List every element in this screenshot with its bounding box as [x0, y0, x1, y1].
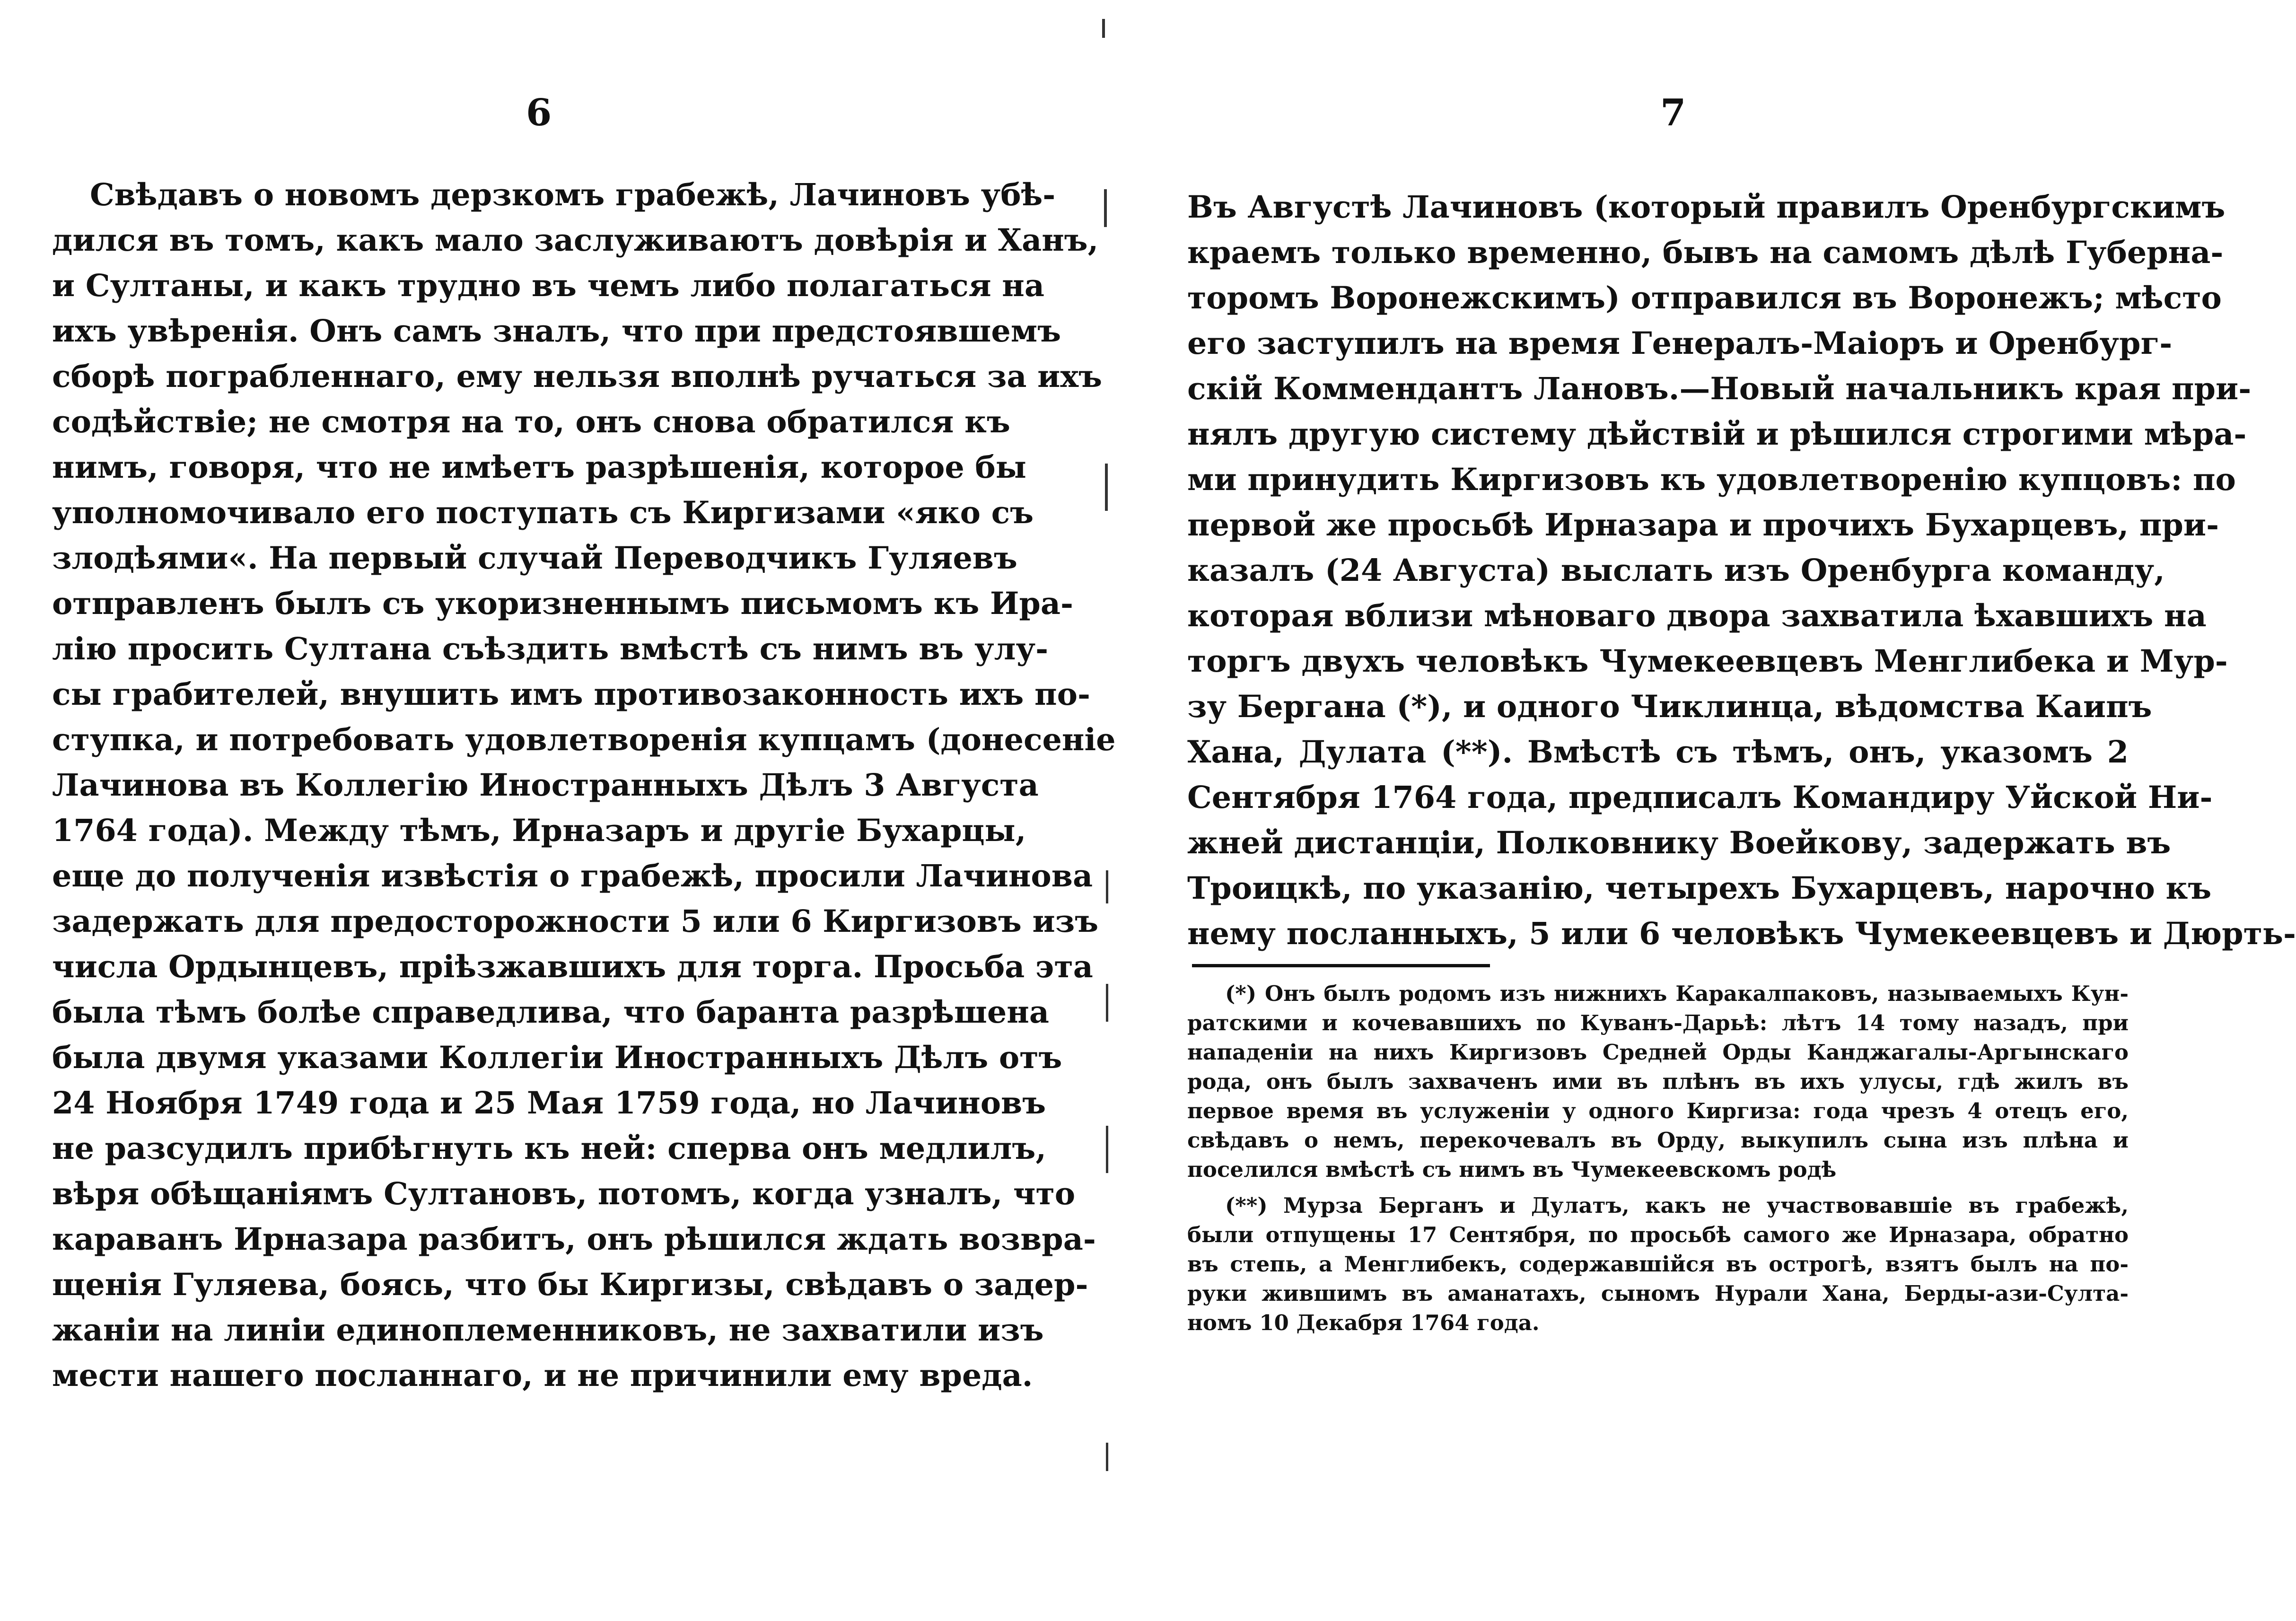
footnote-line: нападеніи на нихъ Киргизовъ Средней Орды Канджагалы-Аргынскаго	[1187, 1040, 2129, 1065]
right-page	[1126, 0, 2296, 1621]
text-line: отправленъ былъ съ укоризненнымъ письмомъ къ Ира-	[52, 586, 1073, 622]
text-line: Троицкѣ, по указанію, четырехъ Бухарцевъ, нарочно къ	[1187, 870, 2212, 906]
footnote-line: (*) Онъ былъ родомъ изъ нижнихъ Каракалпаковъ, называемыхъ Кун-	[1225, 981, 2129, 1006]
body-text	[52, 172, 1116, 1398]
text-line: жаніи на линіи единоплеменниковъ, не захватили изъ	[52, 1312, 1044, 1348]
text-line: лію просить Султана съѣздить вмѣстѣ съ нимъ въ улу-	[52, 631, 1049, 667]
text-line: щенія Гуляева, боясь, что бы Киргизы, свѣдавъ о задер-	[52, 1267, 1088, 1303]
text-line: Хана, Дулата (**). Вмѣстѣ съ тѣмъ, онъ, указомъ 2	[1187, 734, 2129, 770]
text-line: дился въ томъ, какъ мало заслуживаютъ довѣрія и Ханъ,	[52, 222, 1099, 258]
gutter-speck	[1106, 870, 1108, 903]
footnote-line: рода, онъ былъ захваченъ ими въ плѣнъ въ ихъ улусы, гдѣ жилъ въ	[1187, 1069, 2129, 1094]
text-line: ми принудить Киргизовъ къ удовлетворенію купцовъ: по	[1187, 462, 2236, 498]
text-line: торомъ Воронежскимъ) отправился въ Воронежъ; мѣсто	[1187, 280, 2222, 316]
gutter-speck	[1104, 189, 1107, 227]
footnote-divider	[1192, 964, 1490, 967]
gutter-speck	[1102, 19, 1105, 38]
footnote-line: поселился вмѣстѣ съ нимъ въ Чумекеевскомъ родѣ	[1187, 1157, 1837, 1182]
text-line: скій Коммендантъ Лановъ.—Новый начальникъ края при-	[1187, 371, 2252, 407]
footnote-line: ратскими и кочевавшихъ по Куванъ-Дарьѣ: лѣтъ 14 тому назадъ, при	[1187, 1010, 2129, 1035]
text-line: была тѣмъ болѣе справедлива, что баранта разрѣшена	[52, 994, 1049, 1030]
footnote-line: номъ 10 Декабря 1764 года.	[1187, 1310, 1540, 1335]
text-line: которая вблизи мѣноваго двора захватила ѣхавшихъ на	[1187, 598, 2207, 634]
text-line: нему посланныхъ, 5 или 6 человѣкъ Чумекеевцевъ и Дюрть-	[1187, 916, 2296, 952]
text-line: нимъ, говоря, что не имѣетъ разрѣшенія, которое бы	[52, 449, 1026, 485]
body-text	[1187, 184, 2296, 956]
text-line: Сентября 1764 года, предписалъ Командиру Уйской Ни-	[1187, 780, 2213, 815]
text-line: караванъ Ирназара разбитъ, онъ рѣшился ждать возвра-	[52, 1221, 1096, 1257]
text-line: Въ Августѣ Лачиновъ (который правилъ Оренбургскимъ	[1187, 189, 2226, 225]
text-line: еще до полученія извѣстія о грабежѣ, просили Лачинова	[52, 858, 1093, 894]
footnotes	[1187, 979, 2129, 1338]
text-line: числа Ордынцевъ, пріѣзжавшихъ для торга. Просьба эта	[52, 949, 1093, 985]
footnote-line: были отпущены 17 Сентября, по просьбѣ самого же Ирназара, обратно	[1187, 1222, 2129, 1247]
text-line: мести нашего посланнаго, и не причинили ему вреда.	[52, 1358, 1033, 1393]
footnote-line: руки жившимъ въ аманатахъ, сыномъ Нурали Хана, Берды-ази-Султа-	[1187, 1281, 2129, 1306]
gutter-speck	[1106, 1126, 1108, 1173]
text-line: сы грабителей, внушить имъ противозаконность ихъ по-	[52, 676, 1090, 712]
text-line: задержать для предосторожности 5 или 6 Киргизовъ изъ	[52, 903, 1099, 939]
gutter-speck	[1106, 984, 1108, 1022]
footnote-line: (**) Мурза Берганъ и Дулатъ, какъ не участвовавшіе въ грабежѣ,	[1225, 1193, 2129, 1218]
text-line: Лачинова въ Коллегію Иностранныхъ Дѣлъ 3 Августа	[52, 767, 1039, 803]
gutter-speck	[1105, 464, 1108, 511]
text-line: торгъ двухъ человѣкъ Чумекеевцевъ Менглибека и Мур-	[1187, 643, 2228, 679]
gutter-speck	[1106, 1443, 1108, 1471]
text-line: сборѣ пограбленнаго, ему нельзя вполнѣ ручаться за ихъ	[52, 359, 1102, 394]
text-line: уполномочивало его поступать съ Киргизами «яко съ	[52, 495, 1034, 531]
text-line: 1764 года). Между тѣмъ, Ирназаръ и другіе Бухарцы,	[52, 813, 1026, 849]
text-line: ихъ увѣренія. Онъ самъ зналъ, что при предстоявшемъ	[52, 313, 1061, 349]
text-line: жней дистанціи, Полковнику Воейкову, задержать въ	[1187, 825, 2171, 861]
text-line: его заступилъ на время Генералъ-Маіоръ и Оренбург-	[1187, 325, 2173, 361]
text-line: зу Бергана (*), и одного Чиклинца, вѣдомства Каипъ	[1187, 689, 2152, 725]
text-line: была двумя указами Коллегіи Иностранныхъ Дѣлъ отъ	[52, 1040, 1062, 1076]
footnote-1	[1187, 979, 2129, 1184]
text-line: ступка, и потребовать удовлетворенія купцамъ (донесеніе	[52, 722, 1116, 758]
book-gutter	[1088, 0, 1126, 1621]
text-line: не разсудилъ прибѣгнуть къ ней: сперва онъ медлилъ,	[52, 1130, 1046, 1166]
text-line: Свѣдавъ о новомъ дерзкомъ грабежѣ, Лачиновъ убѣ-	[90, 177, 1056, 213]
text-line: краемъ только временно, бывъ на самомъ дѣлѣ Губерна-	[1187, 235, 2224, 271]
text-line: злодѣями«. На первый случай Переводчикъ Гуляевъ	[52, 540, 1017, 576]
footnote-2	[1187, 1191, 2129, 1338]
page-number: 6	[526, 91, 552, 134]
text-line: 24 Ноября 1749 года и 25 Мая 1759 года, но Лачиновъ	[52, 1085, 1046, 1121]
text-line: и Султаны, и какъ трудно въ чемъ либо полагаться на	[52, 268, 1044, 304]
footnote-line: въ степь, а Менглибекъ, содержавшійся въ острогѣ, взятъ былъ на по-	[1187, 1252, 2129, 1277]
text-line: вѣря обѣщаніямъ Султановъ, потомъ, когда узналъ, что	[52, 1176, 1076, 1212]
text-line: первой же просьбѣ Ирназара и прочихъ Бухарцевъ, при-	[1187, 507, 2219, 543]
page-number: 7	[1660, 91, 1686, 134]
left-page	[0, 0, 1116, 1621]
text-line: нялъ другую систему дѣйствій и рѣшился строгими мѣра-	[1187, 416, 2247, 452]
footnote-line: свѣдавъ о немъ, перекочевалъ въ Орду, выкупилъ сына изъ плѣна и	[1187, 1128, 2129, 1153]
footnote-line: первое время въ услуженіи у одного Киргиза: года чрезъ 4 отецъ его,	[1187, 1098, 2129, 1123]
text-line: казалъ (24 Августа) выслать изъ Оренбурга команду,	[1187, 552, 2165, 588]
text-line: содѣйствіе; не смотря на то, онъ снова обратился къ	[52, 404, 1010, 440]
